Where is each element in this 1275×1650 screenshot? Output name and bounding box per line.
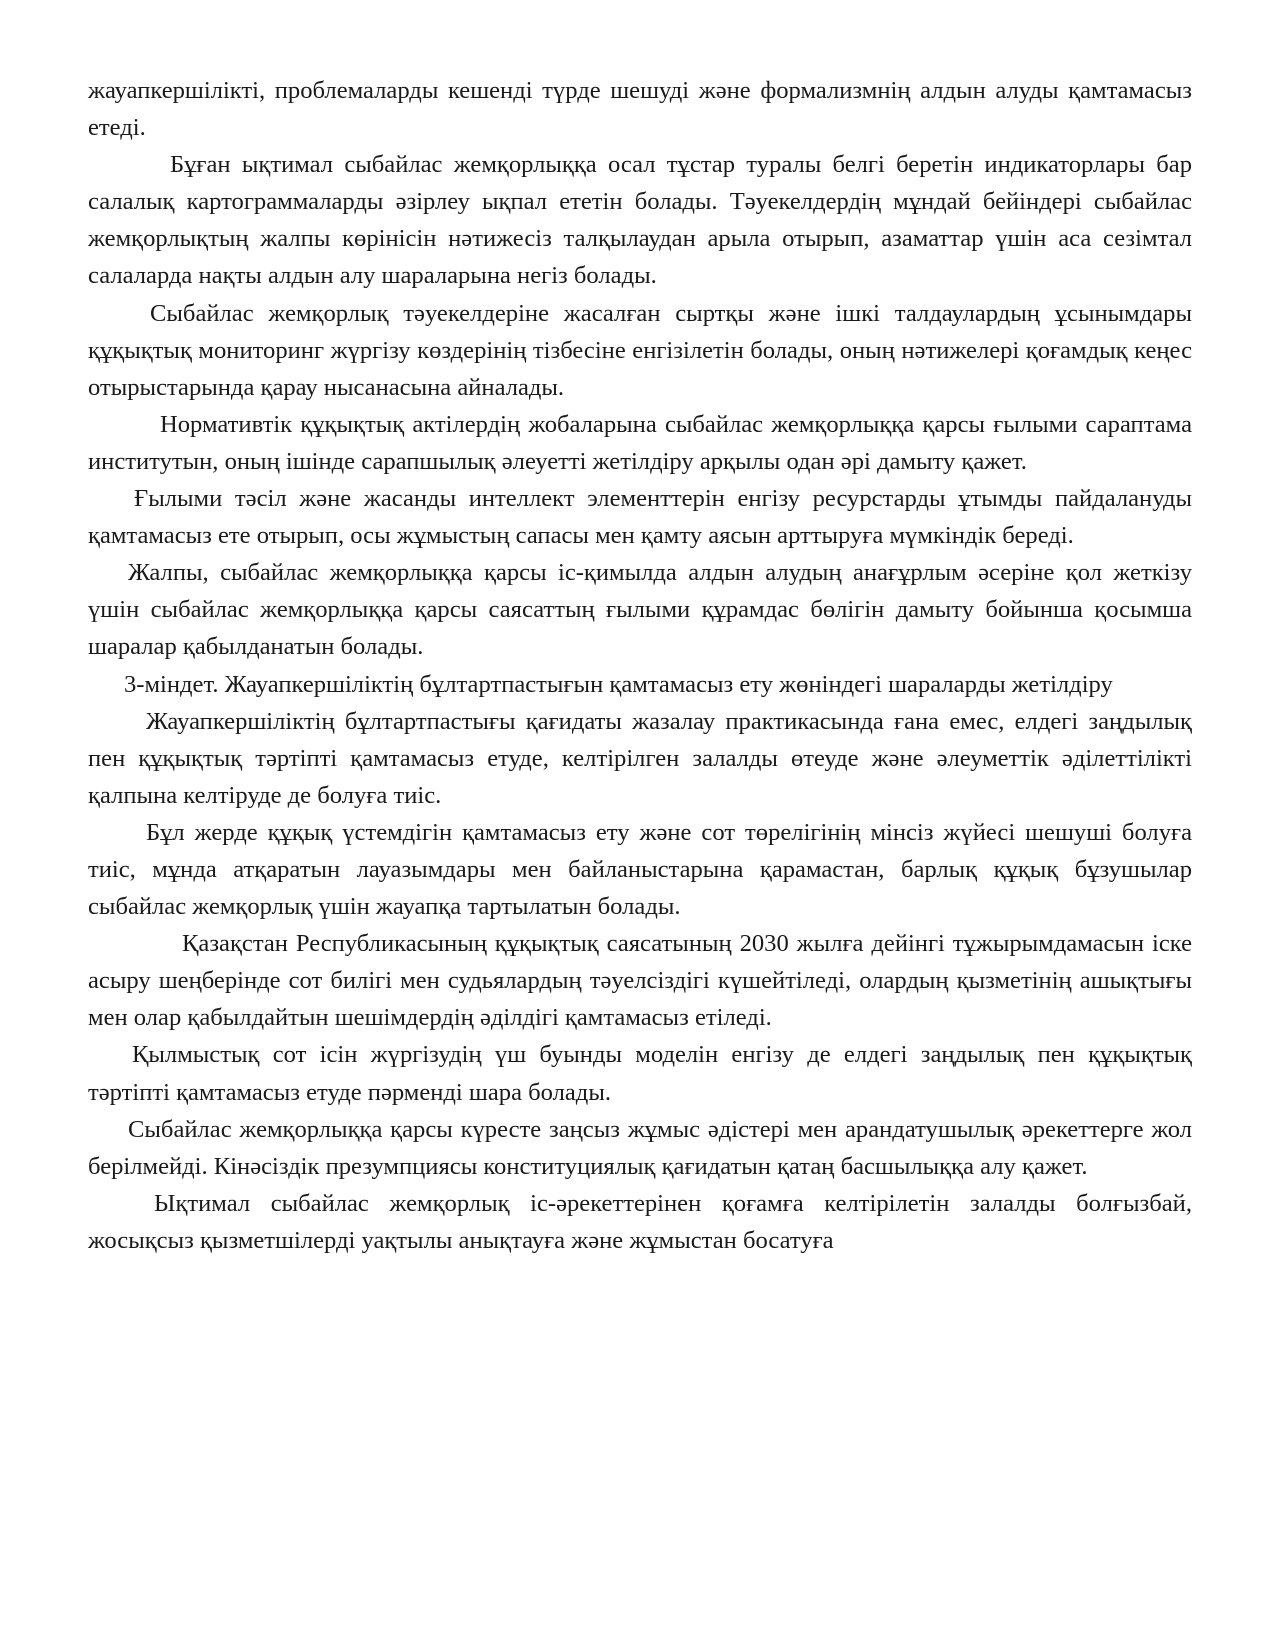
section-heading: 3-міндет. Жауапкершіліктің бұлтартпастығын қамтамасыз ету жөніндегі шараларды жетілдіру xyxy=(124,670,1113,698)
paragraph-9: Бұл жерде құқық үстемдігін қамтамасыз ету және сот төрелігінің мінсіз жүйесі шешуші болуға тиіс, мұнда атқаратын лауазымдары мен байланыстарына қарамастан, барлық құқық бұзушылар сыбайлас жемқорлық үшін жауапқа тартылатын болады. xyxy=(88,818,1192,921)
document-body xyxy=(88,72,1192,1259)
paragraph-3: Сыбайлас жемқорлық тәуекелдеріне жасалған сыртқы және ішкі талдаулардың ұсынымдары құқықтық мониторинг жүргізу көздерінің тізбесіне енгізілетін болады, оның нәтижелері қоғамдық кеңес отырыстарында қарау нысанасына айналады. xyxy=(88,299,1192,401)
paragraph-4: Нормативтік құқықтық актілердің жобаларына сыбайлас жемқорлыққа қарсы ғылыми сараптама институтын, оның ішінде сарапшылық әлеуетті жетілдіру арқылы одан әрі дамыту қажет. xyxy=(88,410,1192,475)
paragraph-10: Қазақстан Республикасының құқықтық саясатының 2030 жылға дейінгі тұжырымдамасын іске асыру шеңберінде сот билігі мен судьялардың тәуелсіздігі күшейтіледі, олардың қызметінің ашықтығы мен олар қабылдайтын шешімдердің әділдігі қамтамасыз етіледі. xyxy=(88,930,1192,1032)
paragraph-11: Қылмыстық сот ісін жүргізудің үш буынды моделін енгізу де елдегі заңдылық пен құқықтық тәртіпті қамтамасыз етуде пәрменді шара болады. xyxy=(88,1041,1192,1106)
paragraph-5: Ғылыми тәсіл және жасанды интеллект элементтерін енгізу ресурстарды ұтымды пайдалануды қамтамасыз ете отырып, осы жұмыстың сапасы мен қамту аясын арттыруға мүмкіндік береді. xyxy=(88,485,1192,550)
paragraph-2: Бұған ықтимал сыбайлас жемқорлыққа осал тұстар туралы белгі беретін индикаторлары бар салалық картограммаларды әзірлеу ықпал ететін болады. Тәуекелдердің мұндай бейіндері сыбайлас жемқорлықтың жалпы көрінісін нәтижесіз талқылаудан арыла отырып, азаматтар үшін аса сезімтал салаларда нақты алдын алу шараларына негіз болады. xyxy=(88,151,1192,290)
paragraph-12: Сыбайлас жемқорлыққа қарсы күресте заңсыз жұмыс әдістері мен арандатушылық әрекеттерге жол берілмейді. Кінәсіздік презумпциясы конституциялық қағидатын қатаң басшылыққа алу қажет. xyxy=(88,1115,1192,1180)
paragraph-13: Ықтимал сыбайлас жемқорлық іс-әрекеттерінен қоғамға келтірілетін залалды болғызбай, жосықсыз қызметшілерді уақтылы анықтауға және жұмыстан босатуға xyxy=(88,1189,1192,1254)
paragraph-1: жауапкершілікті, проблемаларды кешенді түрде шешуді және формализмнің алдын алуды қамтамасыз етеді. xyxy=(88,77,1192,142)
paragraph-8: Жауапкершіліктің бұлтартпастығы қағидаты жазалау практикасында ғана емес, елдегі заңдылық пен құқықтық тәртіпті қамтамасыз етуде, келтірілген залалды өтеуде және әлеуметтік әділеттілікті қалпына келтіруде де болуға тиіс. xyxy=(88,707,1192,809)
paragraph-6: Жалпы, сыбайлас жемқорлыққа қарсы іс-қимылда алдын алудың анағұрлым әсеріне қол жеткізу үшін сыбайлас жемқорлыққа қарсы саясаттың ғылыми құрамдас бөлігін дамыту бойынша қосымша шаралар қабылданатын болады. xyxy=(88,559,1192,661)
